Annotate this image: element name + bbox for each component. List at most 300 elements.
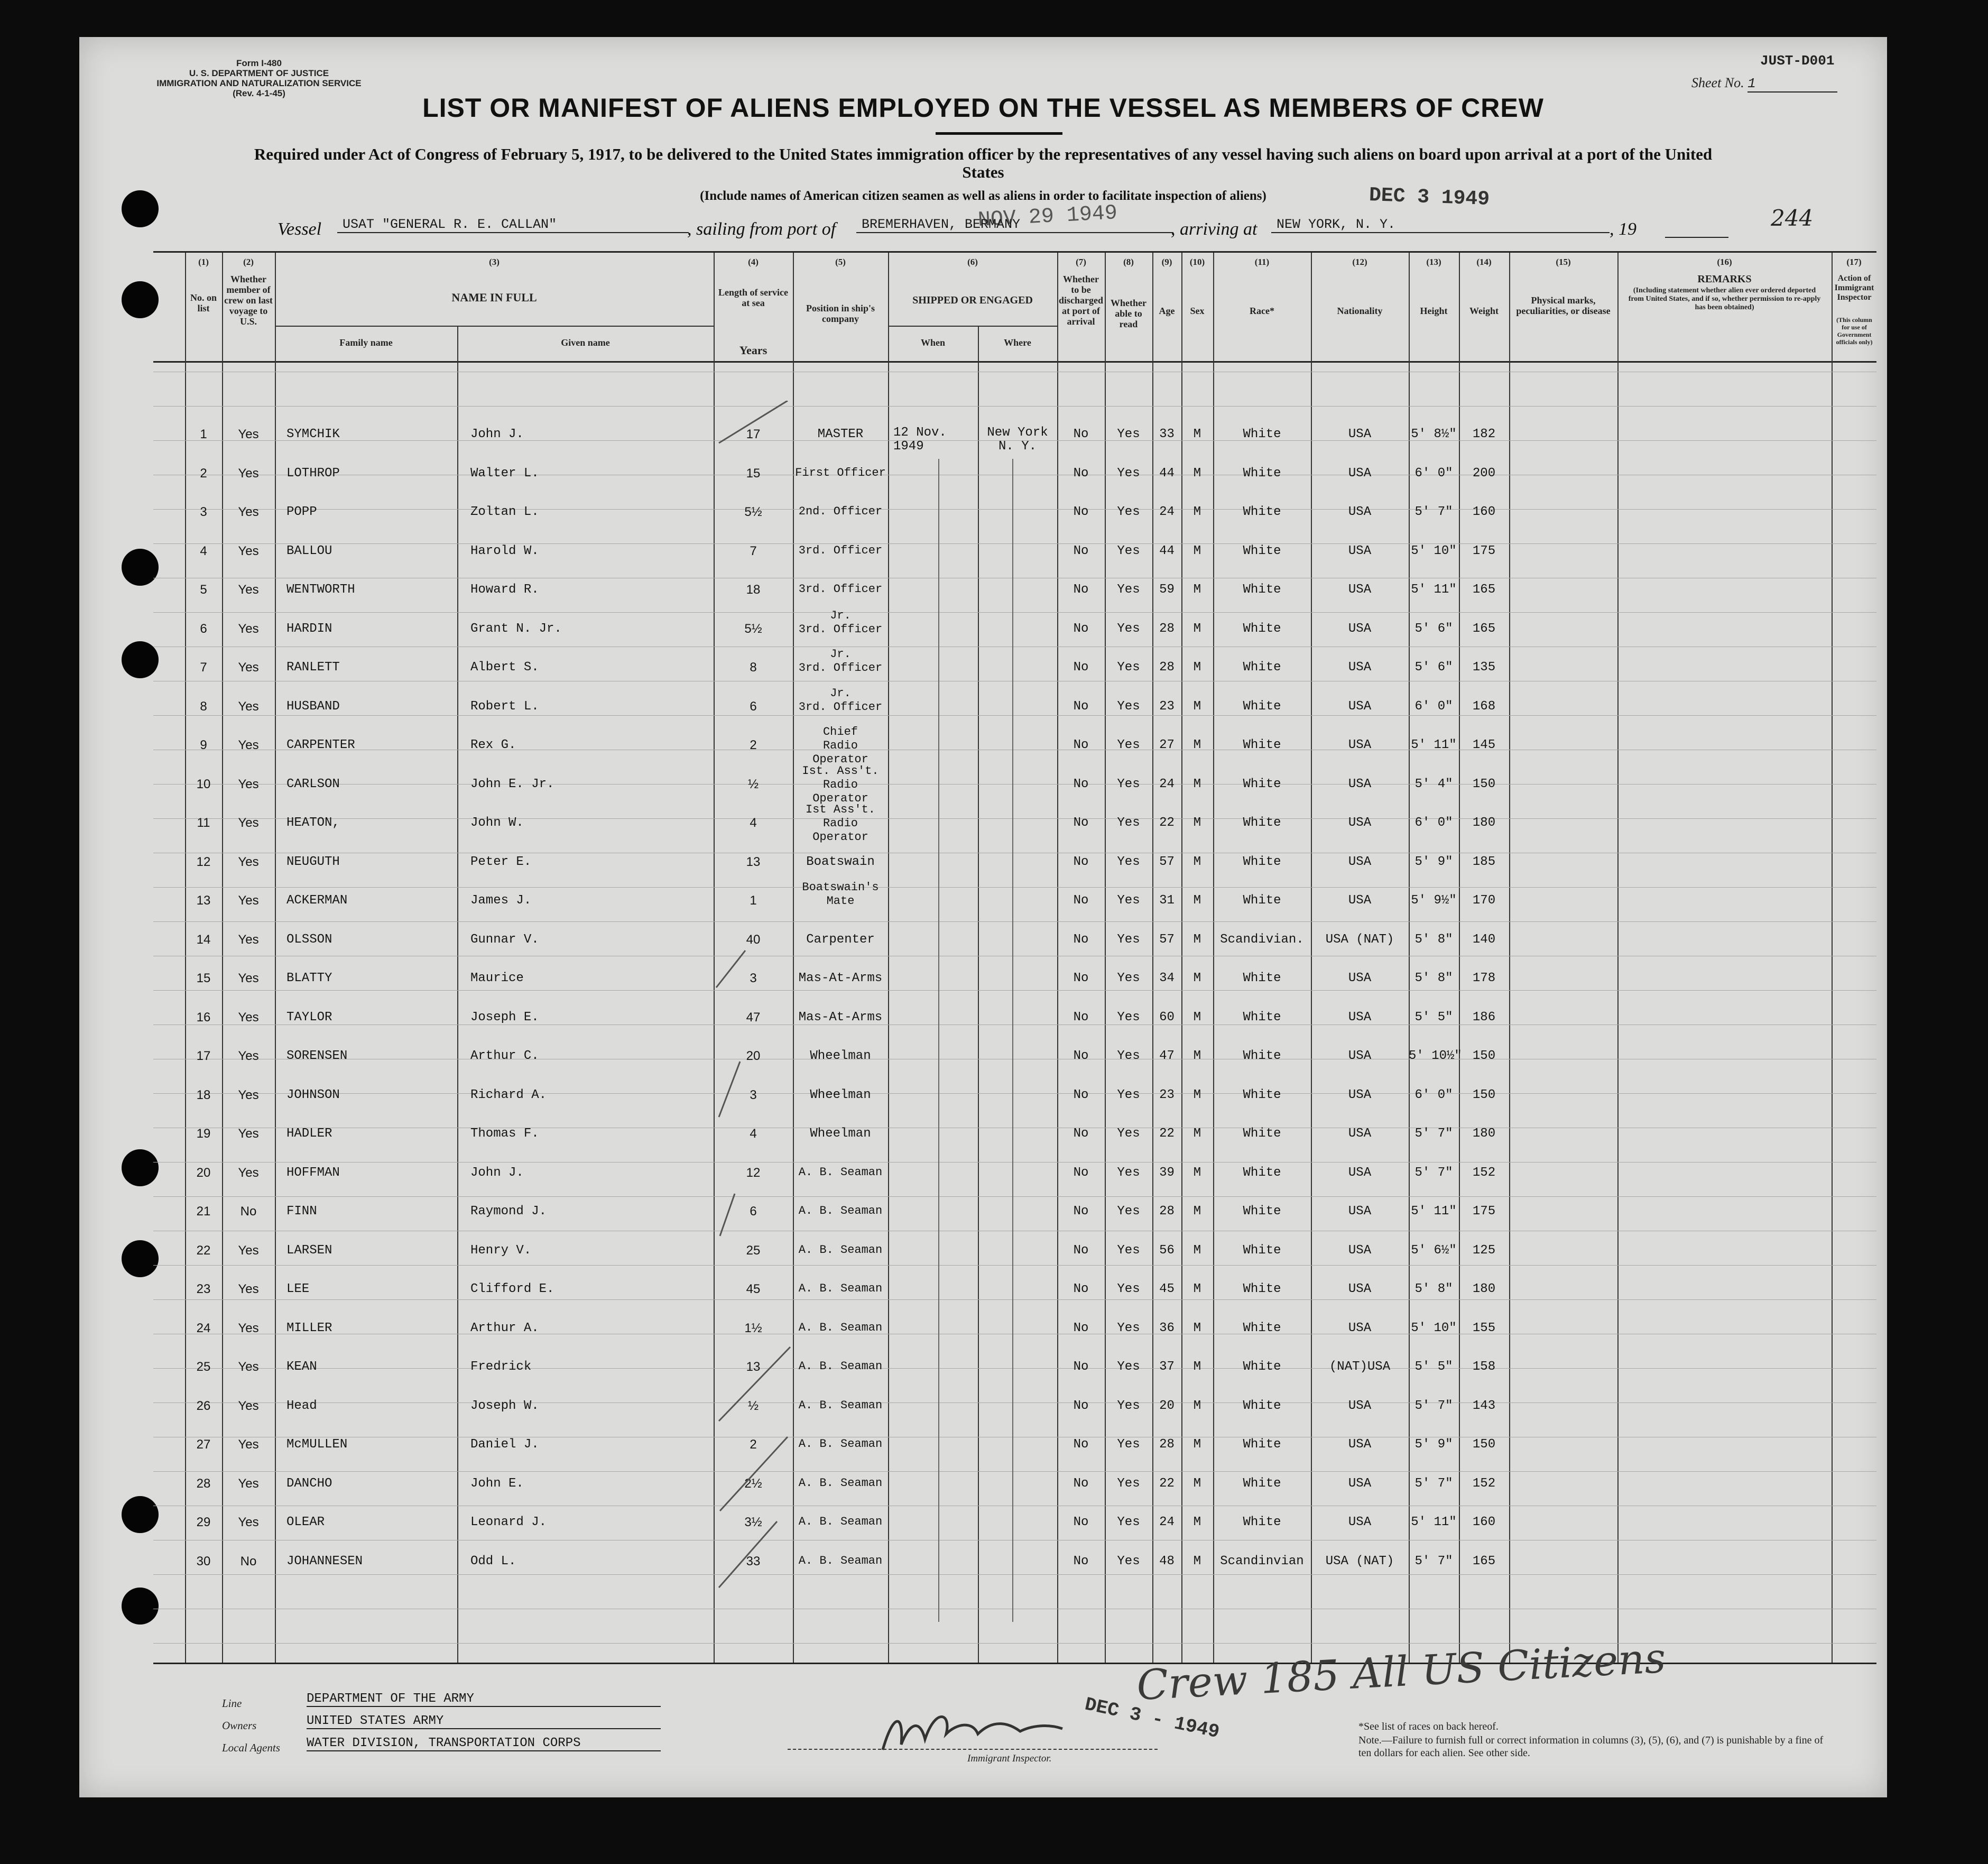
crew-position: Carpenter	[806, 932, 875, 947]
sheet-number-field	[1691, 75, 1837, 93]
crew-no: 29	[196, 1515, 211, 1529]
crew-last: Yes	[238, 1127, 259, 1141]
crew-family: HARDIN	[286, 621, 332, 636]
header-given-name: Given name	[561, 337, 610, 348]
crew-given: Richard A.	[470, 1087, 547, 1102]
crew-years: 2	[750, 1437, 757, 1452]
form-number: Form I-480	[236, 58, 282, 68]
crew-weight: 165	[1472, 621, 1496, 636]
crew-age: 33	[1159, 427, 1175, 441]
crew-nationality: USA	[1348, 816, 1372, 830]
crew-height: 5' 11"	[1411, 738, 1457, 752]
crew-read: Yes	[1117, 1515, 1140, 1529]
crew-years: 4	[750, 1127, 757, 1141]
crew-discharged: No	[1073, 932, 1089, 947]
crew-given: John J.	[470, 1165, 524, 1180]
owners-label: Owners	[222, 1719, 257, 1732]
crew-height: 5' 7"	[1414, 505, 1453, 519]
crew-family: JOHNSON	[286, 1087, 340, 1102]
crew-nationality: USA	[1348, 971, 1372, 985]
row-guide-line	[153, 1574, 1876, 1575]
crew-years: 3½	[744, 1515, 762, 1529]
crew-height: 5' 6"	[1414, 660, 1453, 675]
crew-years: 4	[750, 816, 757, 830]
crew-age: 28	[1159, 1204, 1175, 1219]
crew-height: 5' 10½"	[1409, 1049, 1462, 1063]
document-subnote: (Include names of American citizen seamen as well as aliens in order to facilitate inspection of aliens)	[700, 189, 1266, 203]
crew-given: Clifford E.	[470, 1282, 554, 1296]
crew-age: 44	[1159, 543, 1175, 558]
crew-sex: M	[1193, 583, 1201, 597]
crew-sex: M	[1193, 1321, 1201, 1335]
crew-race: White	[1243, 699, 1281, 714]
crew-age: 22	[1159, 816, 1175, 830]
crew-sex: M	[1193, 1243, 1201, 1258]
crew-age: 59	[1159, 583, 1175, 597]
crew-height: 6' 0"	[1414, 816, 1453, 830]
crew-years: 47	[746, 1010, 761, 1025]
crew-age: 47	[1159, 1049, 1175, 1063]
crew-years: ½	[747, 1398, 759, 1413]
crew-height: 5' 11"	[1411, 583, 1457, 597]
col-num: (4)	[748, 257, 759, 267]
crew-years: 8	[750, 660, 757, 675]
form-department: U. S. DEPARTMENT OF JUSTICE	[189, 68, 329, 78]
crew-race: White	[1243, 777, 1281, 791]
crew-family: SYMCHIK	[286, 427, 340, 441]
crew-discharged: No	[1073, 971, 1089, 985]
crew-no: 14	[196, 932, 211, 947]
crew-discharged: No	[1073, 893, 1089, 908]
header-last-voyage: Whether member of crew on last voyage to U.S.	[224, 274, 273, 327]
crew-years: ½	[747, 777, 759, 791]
crew-given: Joseph E.	[470, 1010, 539, 1025]
crew-last: Yes	[238, 932, 259, 947]
crew-sex: M	[1193, 1127, 1201, 1141]
crew-read: Yes	[1117, 1243, 1140, 1258]
crew-weight: 180	[1472, 1127, 1496, 1141]
crew-last: No	[240, 1204, 257, 1219]
crew-height: 5' 8"	[1414, 932, 1453, 947]
crew-no: 27	[196, 1437, 211, 1452]
crew-read: Yes	[1117, 1010, 1140, 1025]
header-height: Height	[1420, 306, 1448, 316]
row-guide-line	[153, 1196, 1876, 1197]
line-value: DEPARTMENT OF THE ARMY	[307, 1692, 661, 1707]
crew-nationality: USA	[1348, 1437, 1372, 1452]
crew-age: 34	[1159, 971, 1175, 985]
crew-age: 28	[1159, 660, 1175, 675]
crew-nationality: USA	[1348, 1165, 1372, 1180]
crew-height: 5' 11"	[1411, 1515, 1457, 1529]
crew-weight: 140	[1472, 932, 1496, 947]
crew-family: HUSBAND	[286, 699, 340, 714]
crew-read: Yes	[1117, 505, 1140, 519]
crew-age: 27	[1159, 738, 1175, 752]
crew-nationality: USA	[1348, 466, 1372, 481]
crew-no: 7	[200, 660, 207, 675]
crew-discharged: No	[1073, 1049, 1089, 1063]
crew-discharged: No	[1073, 505, 1089, 519]
crew-position: A. B. Seaman	[798, 1515, 883, 1528]
crew-given: Howard R.	[470, 583, 539, 597]
crew-no: 24	[196, 1321, 211, 1335]
row-guide-line	[153, 1299, 1876, 1300]
handwritten-crew-note: Crew 185 All US Citizens	[1135, 1634, 1667, 1710]
crew-given: Daniel J.	[470, 1437, 539, 1452]
crew-last: Yes	[238, 1515, 259, 1529]
crew-sex: M	[1193, 1204, 1201, 1219]
crew-nationality: USA	[1348, 1127, 1372, 1141]
crew-nationality: USA	[1348, 854, 1372, 869]
col-num: (16)	[1717, 257, 1732, 267]
crew-given: Walter L.	[470, 466, 539, 481]
crew-family: OLEAR	[286, 1515, 325, 1529]
crew-nationality: USA	[1348, 1087, 1372, 1102]
crew-no: 15	[196, 971, 211, 985]
crew-weight: 178	[1472, 971, 1496, 985]
crew-weight: 180	[1472, 1282, 1496, 1296]
crew-given: Grant N. Jr.	[470, 621, 562, 636]
crew-last: Yes	[238, 1087, 259, 1102]
crew-discharged: No	[1073, 816, 1089, 830]
header-sex: Sex	[1190, 306, 1205, 316]
crew-last: Yes	[238, 1476, 259, 1491]
header-shipped-or-engaged: SHIPPED OR ENGAGED	[912, 294, 1033, 306]
crew-read: Yes	[1117, 738, 1140, 752]
crew-read: Yes	[1117, 1398, 1140, 1413]
col-num: (13)	[1426, 257, 1441, 267]
crew-race: White	[1243, 466, 1281, 481]
header-years: Years	[739, 344, 768, 357]
crew-weight: 143	[1472, 1398, 1496, 1413]
sailing-label: , sailing from port of	[687, 219, 836, 239]
crew-family: WENTWORTH	[286, 583, 355, 597]
header-shipped-where: Where	[1004, 337, 1031, 348]
crew-nationality: USA	[1348, 738, 1372, 752]
header-age: Age	[1159, 306, 1175, 316]
crew-race: White	[1243, 1282, 1281, 1296]
crew-race: Scandivian.	[1220, 932, 1304, 947]
crew-sex: M	[1193, 777, 1201, 791]
crew-discharged: No	[1073, 1010, 1089, 1025]
crew-family: HADLER	[286, 1127, 332, 1141]
crew-height: 5' 7"	[1414, 1165, 1453, 1180]
crew-discharged: No	[1073, 1165, 1089, 1180]
crew-age: 28	[1159, 1437, 1175, 1452]
crew-sex: M	[1193, 738, 1201, 752]
ditto-line	[1012, 459, 1013, 1622]
crew-sex: M	[1193, 1554, 1201, 1568]
crew-position: Mas-At-Arms	[798, 971, 883, 985]
crew-last: Yes	[238, 1360, 259, 1374]
crew-age: 48	[1159, 1554, 1175, 1568]
crew-age: 44	[1159, 466, 1175, 481]
crew-nationality: USA	[1348, 893, 1372, 908]
crew-weight: 168	[1472, 699, 1496, 714]
crew-read: Yes	[1117, 777, 1140, 791]
header-discharged: Whether to be discharged at port of arrival	[1058, 274, 1103, 327]
crew-years: 5½	[744, 505, 762, 519]
crew-years: 17	[746, 427, 761, 441]
crew-race: White	[1243, 816, 1281, 830]
crew-years: 20	[746, 1049, 761, 1063]
crew-last: Yes	[238, 621, 259, 636]
row-guide-line	[153, 715, 1876, 716]
inspector-signature-line	[788, 1749, 1158, 1750]
crew-race: White	[1243, 1127, 1281, 1141]
page-number: 244	[1771, 205, 1814, 231]
crew-age: 23	[1159, 1087, 1175, 1102]
crew-read: Yes	[1117, 583, 1140, 597]
crew-discharged: No	[1073, 1204, 1089, 1219]
crew-family: TAYLOR	[286, 1010, 332, 1025]
crew-discharged: No	[1073, 1360, 1089, 1374]
crew-family: OLSSON	[286, 932, 332, 947]
crew-given: Robert L.	[470, 699, 539, 714]
crew-nationality: USA	[1348, 1476, 1372, 1491]
crew-height: 5' 9"	[1414, 1437, 1453, 1452]
crew-nationality: USA	[1348, 660, 1372, 675]
crew-age: 24	[1159, 1515, 1175, 1529]
crew-read: Yes	[1117, 1360, 1140, 1374]
crew-height: 5' 10"	[1411, 543, 1457, 558]
crew-sex: M	[1193, 1282, 1201, 1296]
crew-race: White	[1243, 1087, 1281, 1102]
crew-years: 5½	[744, 621, 762, 636]
crew-position: A. B. Seaman	[798, 1321, 883, 1334]
crew-race: White	[1243, 893, 1281, 908]
row-guide-line	[153, 406, 1876, 407]
crew-nationality: USA (NAT)	[1325, 932, 1394, 947]
crew-discharged: No	[1073, 1087, 1089, 1102]
crew-last: Yes	[238, 854, 259, 869]
crew-sex: M	[1193, 621, 1201, 636]
col-num: (3)	[489, 257, 500, 267]
crew-sex: M	[1193, 816, 1201, 830]
crew-discharged: No	[1073, 738, 1089, 752]
crew-last: Yes	[238, 699, 259, 714]
crew-family: MILLER	[286, 1321, 332, 1335]
crew-given: Gunnar V.	[470, 932, 539, 947]
crew-given: Maurice	[470, 971, 524, 985]
vessel-label: Vessel	[278, 219, 322, 239]
crew-sex: M	[1193, 1165, 1201, 1180]
crew-family: JOHANNESEN	[286, 1554, 363, 1568]
crew-discharged: No	[1073, 621, 1089, 636]
crew-race: White	[1243, 1398, 1281, 1413]
crew-no: 25	[196, 1360, 211, 1374]
crew-weight: 145	[1472, 738, 1496, 752]
crew-last: Yes	[238, 466, 259, 481]
crew-weight: 170	[1472, 893, 1496, 908]
crew-read: Yes	[1117, 1476, 1140, 1491]
crew-nationality: USA	[1348, 505, 1372, 519]
crew-family: FINN	[286, 1204, 317, 1219]
crew-no: 16	[196, 1010, 211, 1025]
row-guide-line	[153, 887, 1876, 888]
shipped-subheader-rule	[888, 326, 1057, 327]
document-title: LIST OR MANIFEST OF ALIENS EMPLOYED ON THE VESSEL AS MEMBERS OF CREW	[422, 93, 1544, 123]
inspector-label: Immigrant Inspector.	[967, 1753, 1052, 1764]
col-num: (11)	[1254, 257, 1270, 267]
crew-no: 10	[196, 777, 211, 791]
crew-family: BLATTY	[286, 971, 332, 985]
crew-no: 12	[196, 854, 211, 869]
crew-read: Yes	[1117, 1437, 1140, 1452]
crew-sex: M	[1193, 466, 1201, 481]
crew-age: 28	[1159, 621, 1175, 636]
crew-no: 19	[196, 1127, 211, 1141]
crew-given: John J.	[470, 427, 524, 441]
crew-weight: 175	[1472, 1204, 1496, 1219]
header-physical-marks: Physical marks, peculiarities, or disease	[1516, 295, 1611, 316]
crew-no: 17	[196, 1049, 211, 1063]
crew-family: ACKERMAN	[286, 893, 348, 908]
col-num: (7)	[1076, 257, 1086, 267]
crew-nationality: USA	[1348, 1321, 1372, 1335]
header-nationality: Nationality	[1337, 306, 1383, 316]
crew-height: 5' 5"	[1414, 1360, 1453, 1374]
crew-years: 45	[746, 1282, 761, 1296]
crew-race: White	[1243, 621, 1281, 636]
crew-read: Yes	[1117, 621, 1140, 636]
inspector-date-stamp: DEC 3 - 1949	[1083, 1693, 1222, 1743]
crew-no: 21	[196, 1204, 211, 1219]
crew-given: Leonard J.	[470, 1515, 547, 1529]
crew-weight: 150	[1472, 1087, 1496, 1102]
sheet-label: Sheet No.	[1691, 75, 1744, 90]
crew-last: Yes	[238, 1243, 259, 1258]
crew-discharged: No	[1073, 699, 1089, 714]
crew-age: 22	[1159, 1476, 1175, 1491]
crew-no: 22	[196, 1243, 211, 1258]
crew-given: Zoltan L.	[470, 505, 539, 519]
crew-last: Yes	[238, 893, 259, 908]
crew-last: Yes	[238, 1282, 259, 1296]
crew-position: Ist Ass't. Radio Operator	[805, 803, 876, 844]
crew-height: 5' 5"	[1414, 1010, 1453, 1025]
crew-family: Head	[286, 1398, 317, 1413]
crew-position: Mas-At-Arms	[798, 1010, 883, 1025]
crew-sex: M	[1193, 971, 1201, 985]
crew-read: Yes	[1117, 1049, 1140, 1063]
crew-discharged: No	[1073, 854, 1089, 869]
crew-race: White	[1243, 1321, 1281, 1335]
crew-height: 5' 6½"	[1411, 1243, 1457, 1258]
crew-discharged: No	[1073, 583, 1089, 597]
crew-weight: 175	[1472, 543, 1496, 558]
header-name-in-full: NAME IN FULL	[451, 291, 537, 304]
line-label: Line	[222, 1697, 242, 1710]
crew-no: 20	[196, 1165, 211, 1180]
crew-last: Yes	[238, 1321, 259, 1335]
col-num: (10)	[1189, 257, 1205, 267]
header-inspector-note: (This column for use of Government officials only)	[1836, 316, 1873, 346]
crew-family: RANLETT	[286, 660, 340, 675]
crew-weight: 185	[1472, 854, 1496, 869]
crew-family: SORENSEN	[286, 1049, 348, 1063]
crew-years: 18	[746, 583, 761, 597]
crew-nationality: USA	[1348, 699, 1372, 714]
crew-read: Yes	[1117, 543, 1140, 558]
crew-race: White	[1243, 1515, 1281, 1529]
crew-weight: 158	[1472, 1360, 1496, 1374]
crew-family: BALLOU	[286, 543, 332, 558]
crew-height: 5' 6"	[1414, 621, 1453, 636]
year-label: , 19	[1610, 219, 1636, 239]
crew-position: A. B. Seaman	[798, 1204, 883, 1217]
crew-race: White	[1243, 427, 1281, 441]
crew-given: Joseph W.	[470, 1398, 539, 1413]
row-guide-line	[153, 990, 1876, 991]
crew-sex: M	[1193, 932, 1201, 947]
crew-years: 2	[750, 738, 757, 752]
crew-discharged: No	[1073, 1515, 1089, 1529]
crew-no: 26	[196, 1398, 211, 1413]
crew-age: 56	[1159, 1243, 1175, 1258]
crew-family: CARLSON	[286, 777, 340, 791]
header-no-on-list: No. on list	[190, 292, 217, 313]
crew-race: White	[1243, 854, 1281, 869]
crew-discharged: No	[1073, 1437, 1089, 1452]
crew-discharged: No	[1073, 427, 1089, 441]
crew-discharged: No	[1073, 777, 1089, 791]
crew-sex: M	[1193, 1437, 1201, 1452]
crew-read: Yes	[1117, 427, 1140, 441]
crew-family: LOTHROP	[286, 466, 340, 481]
col-num: (1)	[198, 257, 209, 267]
crew-age: 37	[1159, 1360, 1175, 1374]
crew-last: No	[240, 1554, 257, 1568]
crew-given: John W.	[470, 816, 524, 830]
crew-race: White	[1243, 738, 1281, 752]
crew-read: Yes	[1117, 854, 1140, 869]
crew-last: Yes	[238, 1049, 259, 1063]
crew-race: White	[1243, 543, 1281, 558]
crew-weight: 155	[1472, 1321, 1496, 1335]
crew-family: McMULLEN	[286, 1437, 348, 1452]
crew-years: 13	[746, 1360, 761, 1374]
crew-nationality: USA	[1348, 427, 1372, 441]
crew-weight: 150	[1472, 1049, 1496, 1063]
race-note: *See list of races on back hereof.	[1358, 1721, 1499, 1732]
sheet-number: 1	[1747, 76, 1837, 93]
vessel-name: USAT "GENERAL R. E. CALLAN"	[337, 217, 689, 233]
crew-sex: M	[1193, 427, 1201, 441]
crew-nationality: USA	[1348, 621, 1372, 636]
manifest-page	[79, 37, 1887, 1797]
header-weight: Weight	[1469, 306, 1499, 316]
crew-given: John E. Jr.	[470, 777, 554, 791]
crew-age: 36	[1159, 1321, 1175, 1335]
crew-years: 7	[750, 543, 757, 558]
crew-nationality: USA	[1348, 583, 1372, 597]
crew-family: HEATON,	[286, 816, 340, 830]
crew-position: Jr. 3rd. Officer	[798, 608, 883, 636]
crew-years: 25	[746, 1243, 761, 1258]
crew-position: Ist. Ass't. Radio Operator	[802, 764, 879, 805]
crew-sex: M	[1193, 1360, 1201, 1374]
crew-read: Yes	[1117, 1554, 1140, 1568]
crew-position: A. B. Seaman	[798, 1243, 883, 1257]
year-field	[1665, 237, 1728, 238]
crew-position: Chief Radio Operator	[812, 725, 868, 766]
crew-discharged: No	[1073, 1282, 1089, 1296]
crew-sex: M	[1193, 660, 1201, 675]
crew-given: James J.	[470, 893, 532, 908]
crew-nationality: USA	[1348, 1282, 1372, 1296]
